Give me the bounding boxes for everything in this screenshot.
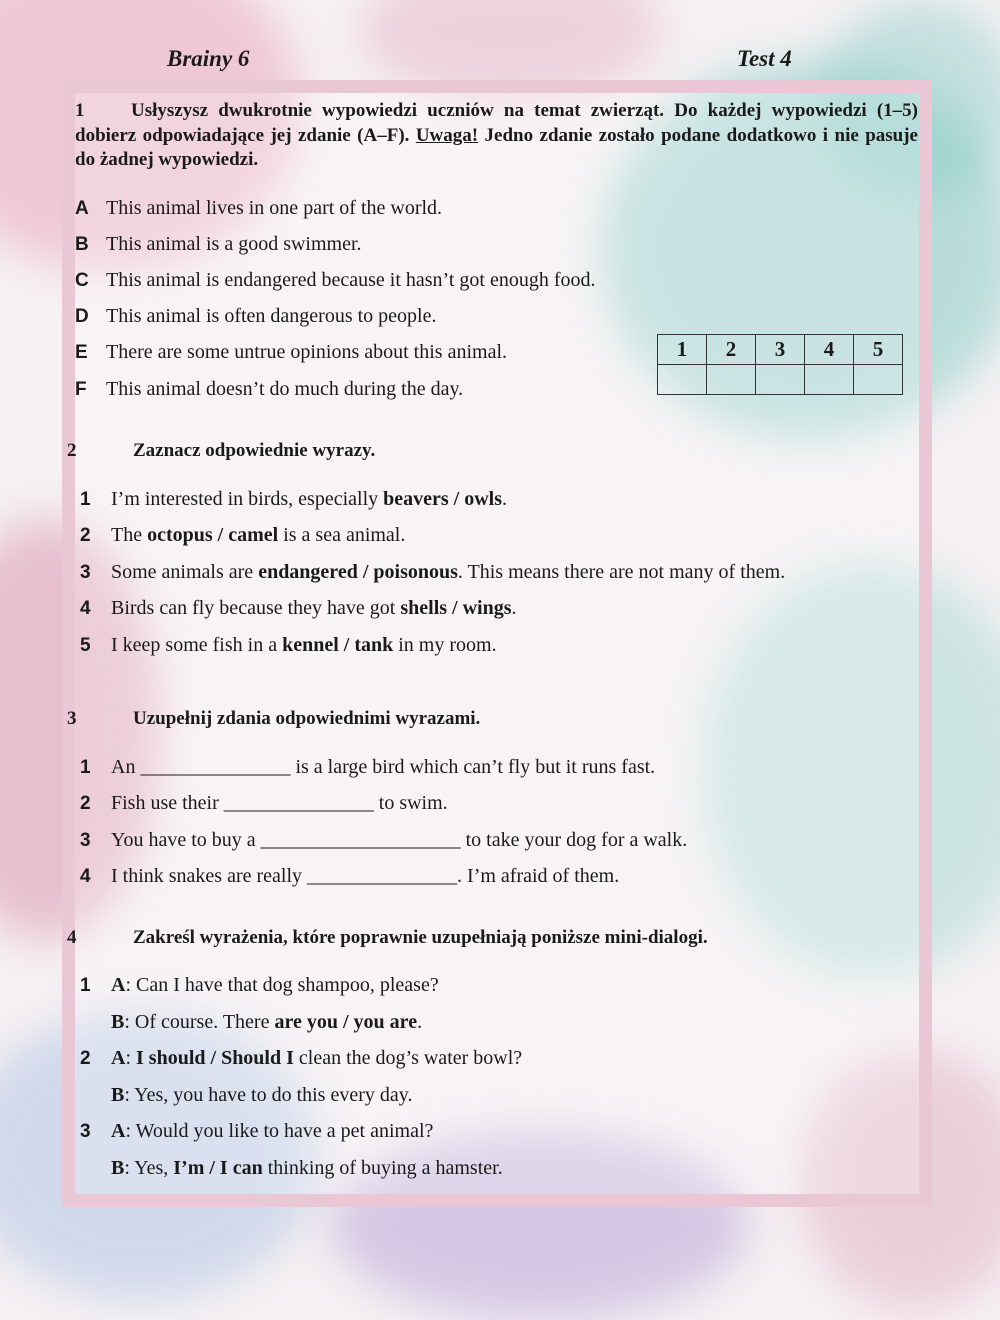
option-letter: A xyxy=(75,198,89,219)
item-number: 2 xyxy=(80,793,91,814)
exercise-2-number: 2 xyxy=(67,440,77,461)
answer-header: 4 xyxy=(805,335,854,365)
word-choice[interactable]: shells / wings xyxy=(400,597,512,619)
item-number: 1 xyxy=(80,489,91,510)
exercise-2-item: Some animals are endangered / poisonous. This means there are not many of them. xyxy=(111,561,786,583)
word-choice[interactable]: octopus / camel xyxy=(147,524,279,546)
item-number: 3 xyxy=(80,562,91,583)
dialog-line: B: Yes, I’m / I can thinking of buying a hamster. xyxy=(111,1157,503,1179)
option-letter: B xyxy=(75,234,89,255)
answer-header: 5 xyxy=(854,335,903,365)
exercise-4-number: 4 xyxy=(67,927,77,948)
word-choice[interactable]: are you / you are xyxy=(274,1011,418,1033)
exercise-3-title: Uzupełnij zdania odpowiednimi wyrazami. xyxy=(133,708,481,729)
answer-cell[interactable] xyxy=(756,365,805,395)
option-letter: C xyxy=(75,270,89,291)
fill-in-sentence[interactable]: Fish use their _______________ to swim. xyxy=(111,792,448,814)
dialog-line: A: I should / Should I clean the dog’s water bowl? xyxy=(111,1047,523,1069)
fill-in-sentence[interactable]: You have to buy a ____________________ to take your dog for a walk. xyxy=(111,829,688,851)
option-letter: D xyxy=(75,306,89,327)
word-choice[interactable]: kennel / tank xyxy=(282,634,394,656)
option-text: This animal lives in one part of the world. xyxy=(106,197,443,219)
exercise-1-instruction: 1 Usłyszysz dwukrotnie wypowiedzi uczniów na temat zwierząt. Do każdej wypowiedzi (1–5) dobierz odpowiadające jej zdanie (A–F). Uwaga! Jedno zdanie zostało podane dodatkowo i nie pasuje do żadnej wypowiedzi. xyxy=(75,100,918,170)
dialog-line: A: Would you like to have a pet animal? xyxy=(111,1120,434,1142)
dialog-line: A: Can I have that dog shampoo, please? xyxy=(111,974,439,996)
exercise-2-item: I keep some fish in a kennel / tank in my room. xyxy=(111,634,497,656)
exercise-3-number: 3 xyxy=(67,708,77,729)
answer-cell[interactable] xyxy=(805,365,854,395)
word-choice[interactable]: I’m / I can xyxy=(173,1157,263,1179)
item-number: 1 xyxy=(80,757,91,778)
test-title: Test 4 xyxy=(737,46,792,71)
option-text: This animal is a good swimmer. xyxy=(106,233,362,255)
answer-table xyxy=(657,334,903,395)
exercise-1-number: 1 xyxy=(75,100,85,121)
item-number: 4 xyxy=(80,866,91,887)
item-number: 2 xyxy=(80,1048,91,1069)
exercise-2-item: Birds can fly because they have got shells / wings. xyxy=(111,597,517,619)
dialog-line: B: Of course. There are you / you are. xyxy=(111,1011,423,1033)
option-text: This animal doesn’t do much during the day. xyxy=(106,378,464,400)
answer-cell[interactable] xyxy=(854,365,903,395)
option-text: This animal is endangered because it hasn’t got enough food. xyxy=(106,269,596,291)
option-text: There are some untrue opinions about this animal. xyxy=(106,341,508,363)
item-number: 3 xyxy=(80,1121,91,1142)
exercise-2-item: The octopus / camel is a sea animal. xyxy=(111,524,406,546)
answer-header: 3 xyxy=(756,335,805,365)
item-number: 5 xyxy=(80,635,91,656)
option-letter: E xyxy=(75,342,88,363)
answer-cell[interactable] xyxy=(707,365,756,395)
answer-cell[interactable] xyxy=(658,365,707,395)
item-number: 1 xyxy=(80,975,91,996)
word-choice[interactable]: I should / Should I xyxy=(136,1047,294,1069)
uwaga-note: Uwaga! xyxy=(415,124,479,146)
item-number: 2 xyxy=(80,525,91,546)
exercise-4-title: Zakreśl wyrażenia, które poprawnie uzupełniają poniższe mini-dialogi. xyxy=(133,927,708,948)
exercise-2-item: I’m interested in birds, especially beavers / owls. xyxy=(111,488,508,510)
item-number: 4 xyxy=(80,598,91,619)
fill-in-sentence[interactable]: An _______________ is a large bird which can’t fly but it runs fast. xyxy=(111,756,656,778)
dialog-line: B: Yes, you have to do this every day. xyxy=(111,1084,413,1106)
item-number: 3 xyxy=(80,830,91,851)
answer-header: 1 xyxy=(658,335,707,365)
exercise-2-title: Zaznacz odpowiednie wyrazy. xyxy=(133,440,376,461)
answer-header: 2 xyxy=(707,335,756,365)
fill-in-sentence[interactable]: I think snakes are really _______________. I’m afraid of them. xyxy=(111,865,620,887)
book-title: Brainy 6 xyxy=(167,46,250,71)
word-choice[interactable]: endangered / poisonous xyxy=(258,561,458,583)
option-letter: F xyxy=(75,379,87,400)
word-choice[interactable]: beavers / owls xyxy=(383,488,503,510)
option-text: This animal is often dangerous to people. xyxy=(106,305,437,327)
